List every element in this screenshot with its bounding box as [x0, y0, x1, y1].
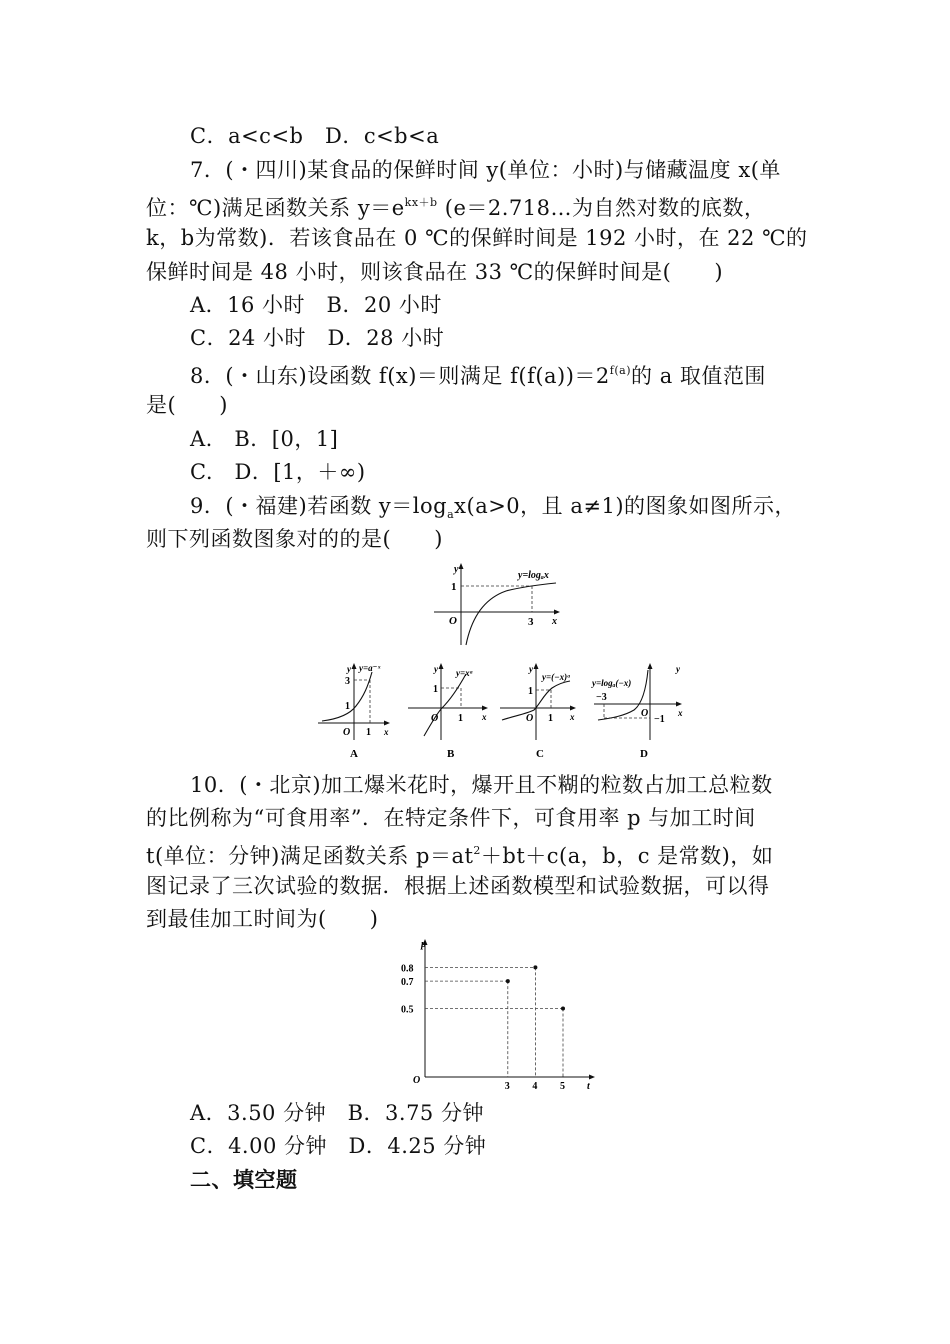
q10-x-tick-2: 5 — [560, 1081, 565, 1090]
q10-line-1: 10．(・北京)加工爆米花时，爆开且不糊的粒数占加工总粒数 — [190, 773, 773, 797]
q9-main-graph — [426, 560, 576, 650]
q9-b-tick-1y: 1 — [433, 684, 438, 695]
q10-y-tick-0: 0.8 — [401, 963, 414, 975]
q9-main-curve-label: y=logₐx — [518, 570, 549, 581]
q10-options-cd: C．4.00 分钟 D．4.25 分钟 — [190, 1134, 487, 1158]
q7-options-cd: C．24 小时 D．28 小时 — [190, 326, 445, 350]
q9-d-label: D — [640, 748, 648, 760]
q9-c-func: y=(−x)ᵃ — [542, 672, 570, 682]
q9-option-c-graph — [496, 660, 586, 760]
q10-point-0 — [506, 979, 510, 983]
q10-line-2: 的比例称为“可食用率”．在特定条件下，可食用率 p 与加工时间 — [146, 806, 756, 830]
q8-line-1b: 的 a 取值范围 — [631, 364, 766, 388]
q10-y-label: p — [421, 939, 426, 950]
q10-marks — [401, 963, 565, 1090]
q10-line-5: 到最佳加工时间为( ) — [146, 907, 379, 931]
q9-line-1 — [190, 492, 796, 529]
q9-d-tick-neg3: −3 — [596, 692, 607, 703]
q10-options-ab: A．3.50 分钟 B．3.75 分钟 — [190, 1101, 484, 1125]
q10-scatter-chart — [395, 935, 605, 1090]
q10-y-tick-2: 0.5 — [401, 1004, 414, 1016]
q9-a-tick-1x: 1 — [366, 727, 371, 738]
q9-a-tick-3: 3 — [345, 676, 350, 687]
q10-exponent: 2 — [473, 844, 481, 857]
q9-option-b-graph — [404, 660, 496, 760]
q9-c-tick-1y: 1 — [528, 686, 533, 697]
q9-main-origin: O — [449, 615, 457, 627]
q9-c-tick-1x: 1 — [548, 713, 553, 724]
q9-b-y-label: y — [434, 664, 438, 674]
q9-log-base: a — [447, 508, 455, 522]
q8-line-2: 是( ) — [146, 393, 228, 417]
q8-exponent: f(a) — [609, 364, 632, 377]
q9-b-label: B — [447, 748, 455, 760]
q9-main-tick-x: 3 — [528, 616, 534, 628]
q9-d-x-label: x — [678, 708, 683, 718]
q9-b-tick-1x: 1 — [458, 713, 463, 724]
q9-main-tick-y: 1 — [451, 581, 457, 593]
section-title: 二、填空题 — [190, 1167, 298, 1192]
q9-c-origin: O — [526, 713, 534, 724]
q8-line-1 — [190, 358, 766, 390]
q9-a-y-label: y — [347, 664, 351, 674]
q7-line-1: 7．(・四川)某食品的保鲜时间 y(单位：小时)与储藏温度 x(单 — [190, 158, 781, 182]
q9-option-d-graph — [590, 660, 690, 760]
q10-x-tick-0: 3 — [504, 1081, 510, 1090]
q9-line-1b: x(a>0，且 a≠1)的图象如图所示， — [454, 494, 797, 518]
q10-line-3a: t(单位：分钟)满足函数关系 p＝at — [146, 844, 474, 868]
q9-line-1a: 9．(・福建)若函数 y＝log — [190, 494, 448, 518]
q9-b-origin: O — [431, 713, 439, 724]
q9-a-label: A — [350, 748, 358, 760]
q8-options-ab: A. B．[0，1] — [190, 427, 339, 451]
q9-main-y-label: y — [454, 564, 459, 575]
q7-options-ab: A．16 小时 B．20 小时 — [190, 293, 442, 317]
q10-y-tick-1: 0.7 — [401, 977, 414, 989]
q7-line-4: 保鲜时间是 48 小时，则该食品在 33 ℃的保鲜时间是( ) — [146, 260, 724, 284]
q9-a-origin: O — [343, 727, 351, 738]
q9-c-y-label: y — [529, 664, 533, 674]
q9-option-a-graph — [314, 660, 396, 760]
q10-point-1 — [533, 965, 537, 969]
q10-x-label: t — [587, 1081, 590, 1090]
q9-a-x-label: x — [384, 727, 389, 737]
q7-line-2a: 位：℃)满足函数关系 y＝e — [146, 196, 405, 220]
q9-main-x-label: x — [552, 616, 557, 627]
q9-a-tick-1y: 1 — [345, 701, 350, 712]
q10-x-arrow — [589, 1075, 595, 1080]
q7-line-2b: (e＝2.718…为自然对数的底数， — [437, 196, 766, 220]
q9-line-2: 则下列函数图象对的的是( ) — [146, 527, 443, 551]
q8-options-cd: C. D．[1，＋∞) — [190, 460, 366, 484]
q9-b-x-label: x — [482, 712, 487, 722]
q9-b-func: y=xᵃ — [456, 668, 473, 678]
q10-line-4: 图记录了三次试验的数据．根据上述函数模型和试验数据，可以得 — [146, 874, 770, 898]
q10-line-3b: ＋bt＋c(a，b，c 是常数)，如 — [480, 844, 774, 868]
q9-d-y-label: y — [676, 664, 680, 674]
q9-d-origin: O — [641, 708, 649, 719]
q9-d-func: y=logₐ(−x) — [592, 678, 632, 688]
q7-line-3: k，b为常数)．若该食品在 0 ℃的保鲜时间是 192 小时，在 22 ℃的 — [146, 226, 808, 250]
q7-line-2 — [146, 190, 766, 222]
q10-x-tick-1: 4 — [532, 1081, 538, 1090]
q10-line-3 — [146, 838, 773, 870]
q7-exponent: kx＋b — [404, 196, 438, 209]
q10-origin: O — [413, 1075, 421, 1086]
q6-options-cd: C．a<c<b D．c<b<a — [190, 124, 440, 148]
q10-axes — [413, 939, 595, 1090]
q9-a-func: y=a⁻ˣ — [359, 663, 381, 673]
q9-d-tick-neg1: −1 — [654, 714, 665, 725]
q9-c-x-label: x — [570, 712, 575, 722]
q9-c-label: C — [536, 748, 544, 760]
q10-point-2 — [561, 1007, 565, 1011]
q8-line-1a: 8．(・山东)设函数 f(x)＝则满足 f(f(a))＝2 — [190, 364, 610, 388]
